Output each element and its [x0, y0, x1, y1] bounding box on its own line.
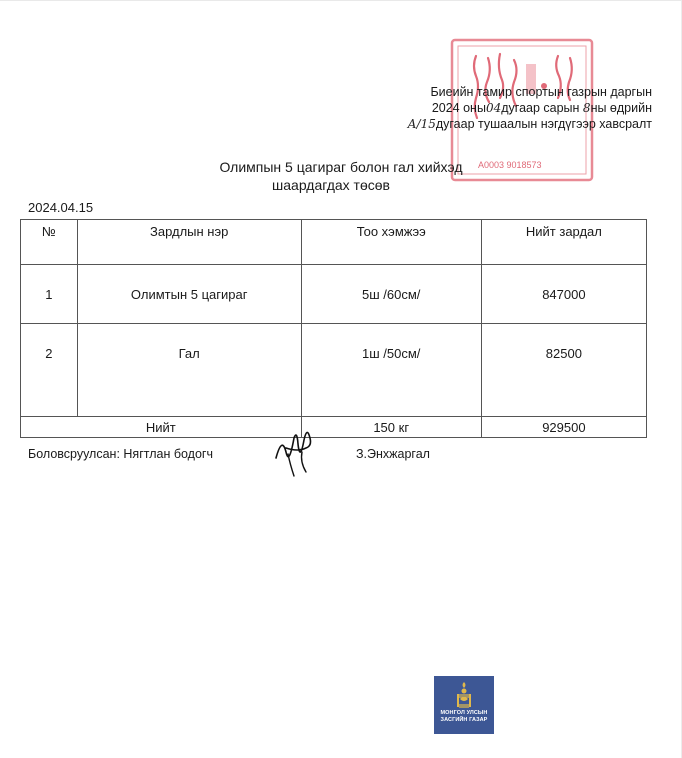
table-header-row	[21, 220, 647, 265]
total-label: Нийт	[21, 417, 302, 438]
total-quantity: 150 кг	[301, 417, 481, 438]
prepared-by-label: Боловсруулсан: Нягтлан бодогч	[28, 447, 213, 461]
document-date: 2024.04.15	[28, 200, 94, 215]
soyombo-icon	[453, 680, 475, 710]
logo-text-line-2: ЗАСГИЙН ГАЗАР	[440, 716, 488, 723]
table-row	[21, 324, 647, 417]
row-expense-name: Олимтын 5 цагираг	[77, 265, 301, 324]
row-number: 2	[21, 324, 78, 417]
handwritten-signature	[266, 428, 326, 478]
header-line-2	[407, 100, 652, 116]
title-line-1: Олимпын 5 цагираг болон гал хийхэд	[219, 159, 463, 175]
header-month: 04	[485, 101, 502, 115]
row-total: 847000	[481, 265, 646, 324]
row-quantity: 1ш /50см/	[301, 324, 481, 417]
stamp-number: А0003 9018573	[478, 160, 542, 170]
total-cost: 929500	[481, 417, 646, 438]
header-expense-name: Зардлын нэр	[77, 220, 301, 265]
attachment-header	[407, 84, 652, 132]
row-total: 82500	[481, 324, 646, 417]
header-day: 8	[582, 101, 591, 115]
order-label: дугаар тушаалын нэгдүгээр хавсралт	[435, 117, 652, 131]
table-row	[21, 265, 647, 324]
table-total-row	[21, 417, 647, 438]
header-month-label: дугаар сарын	[501, 101, 580, 115]
document-title	[0, 158, 682, 194]
order-number: А/15	[407, 117, 436, 131]
title-line-2: шаардагдах төсөв	[272, 177, 390, 193]
accountant-name: З.Энхжаргал	[356, 447, 430, 461]
header-day-label: ны өдрийн	[590, 101, 652, 115]
government-logo	[434, 676, 494, 734]
row-quantity: 5ш /60см/	[301, 265, 481, 324]
logo-text-line-1: МОНГОЛ УЛСЫН	[440, 710, 488, 716]
header-year: 2024 оны	[431, 101, 486, 115]
cost-table	[20, 219, 647, 438]
header-line-1: Биеийн тамир спортын газрын даргын	[430, 85, 652, 99]
header-line-3	[407, 116, 652, 132]
row-number: 1	[21, 265, 78, 324]
header-total-cost: Нийт зардал	[481, 220, 646, 265]
header-quantity: Тоо хэмжээ	[301, 220, 481, 265]
row-expense-name: Гал	[77, 324, 301, 417]
header-number: №	[21, 220, 78, 265]
